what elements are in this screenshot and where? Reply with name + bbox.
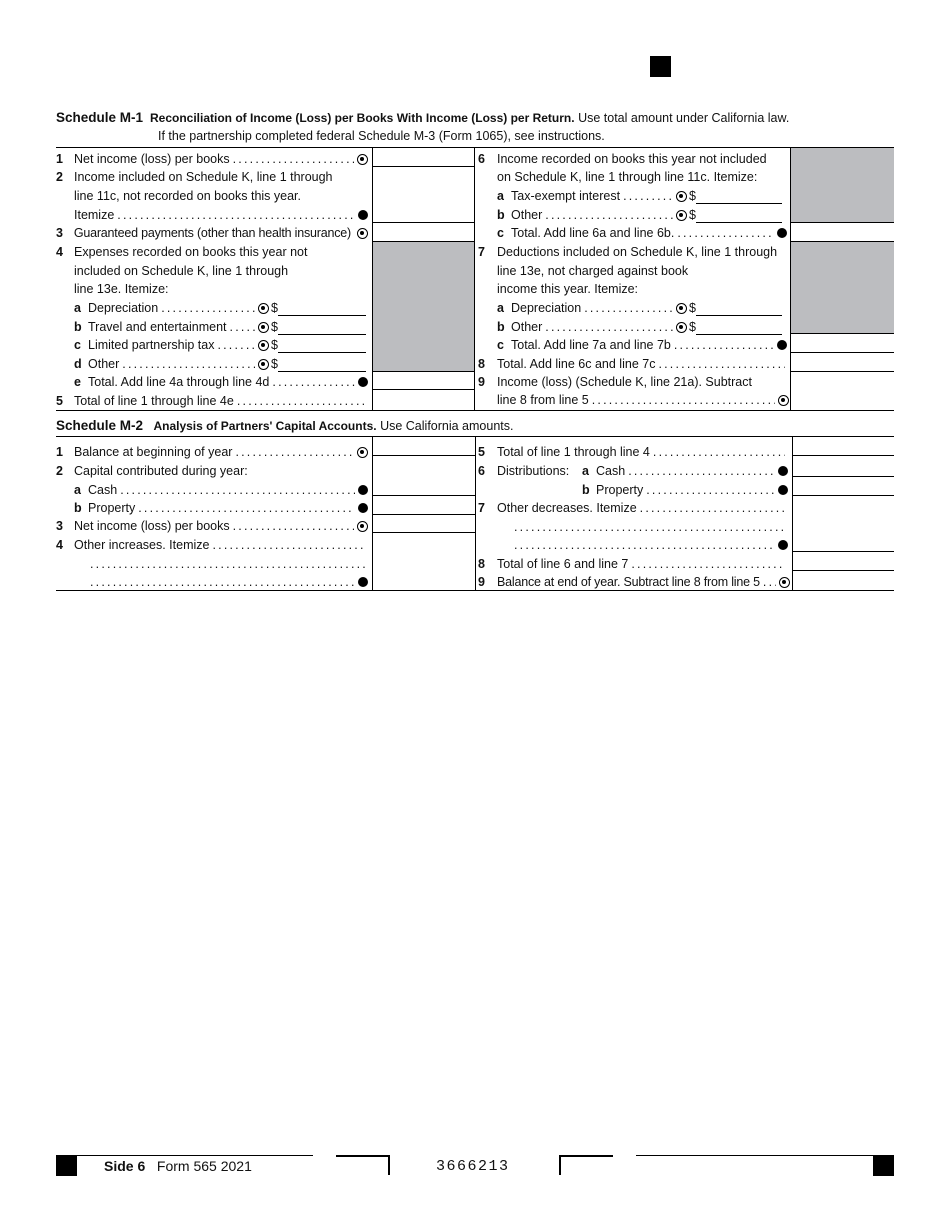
m2-line8-amount-box: [792, 570, 894, 571]
m1-line1-amount-box: [372, 166, 474, 167]
m2-line3-amount-box: [372, 532, 475, 533]
m1-line-7-cont2: income this year. Itemize:: [497, 282, 639, 296]
m1-top-border: [56, 147, 894, 148]
m1-line-9-cont: line 8 from line 5 .....: [497, 391, 789, 409]
m1-subtitle: If the partnership completed federal Schedule M-3 (Form 1065), see instructions.: [158, 129, 605, 143]
m1-line7-shaded: [791, 242, 894, 333]
m2-center-divider: [475, 436, 476, 590]
m2-line-5: 5 Total of line 1 through line 4 .....: [478, 443, 788, 461]
m1-line-4e: e Total. Add line 4a through line 4d .....: [74, 373, 368, 391]
m2-line5-amount-box: [792, 455, 894, 456]
m1-line-6c: c Total. Add line 6a and line 6b. .....: [497, 224, 787, 242]
m2-line7-amount-box: [792, 551, 894, 552]
m2-line6a-amount-box: [792, 476, 894, 477]
m2-line-7-itemize-2: [514, 536, 788, 554]
m1-line-7b-input[interactable]: [696, 320, 782, 335]
m1-line4-shade-bottom: [372, 371, 474, 372]
m2-title-note: Use California amounts.: [380, 419, 514, 433]
m1-line-6b: b Other ..... $: [497, 206, 782, 224]
m2-title: Analysis of Partners' Capital Accounts.: [153, 419, 377, 433]
footer-rule-left: [77, 1155, 313, 1156]
m2-line-4-itemize-2: [90, 573, 368, 591]
m2-header: [56, 418, 513, 433]
footer-rule-right: [636, 1155, 874, 1156]
m1-line-7: 7 Deductions included on Schedule K, line 1 through: [478, 245, 778, 259]
m2-line-7-itemize-1: [514, 518, 788, 536]
m2-line-2b: b Property .....: [74, 499, 368, 517]
m1-line-6b-input[interactable]: [696, 208, 782, 223]
m2-right-amount-divider: [792, 436, 793, 590]
m2-line-8: 8 Total of line 6 and line 7 .....: [478, 555, 788, 573]
m1-line-4c-input[interactable]: [278, 338, 366, 353]
m1-line-4b-input[interactable]: [278, 320, 366, 335]
filled-bullet-icon: [777, 228, 787, 238]
m2-line-4: 4 Other increases. Itemize .....: [56, 536, 368, 554]
m1-line-6a: a Tax-exempt interest ..... $: [497, 187, 782, 205]
m1-line-7-cont: line 13e, not charged against book: [497, 264, 689, 278]
filled-bullet-icon: [358, 377, 368, 387]
m1-line6c-amount-box: [790, 241, 894, 242]
m1-line4-shaded: [373, 242, 474, 371]
radio-bullet-icon: [676, 322, 687, 333]
registration-mark-top: [650, 56, 671, 77]
m1-line6-shade-bottom: [790, 222, 894, 223]
radio-bullet-icon: [676, 210, 687, 221]
m2-line-3: 3 Net income (loss) per books .....: [56, 517, 368, 535]
footer-form: Form 565 2021: [156, 1158, 252, 1174]
m1-line-7a-input[interactable]: [696, 301, 782, 316]
m2-line1-amount-box: [372, 455, 475, 456]
m1-line-4-cont2: line 13e. Itemize:: [74, 282, 169, 296]
filled-bullet-icon: [778, 485, 788, 495]
corner-bracket-right: [559, 1155, 613, 1175]
m1-line-4-cont: included on Schedule K, line 1 through: [74, 264, 289, 278]
m1-bottom-border: [56, 410, 894, 411]
filled-bullet-icon: [358, 210, 368, 220]
footer-page-label: [104, 1158, 252, 1174]
corner-bracket-left: [336, 1155, 390, 1175]
m1-center-divider: [474, 147, 475, 410]
m1-line6-shaded: [791, 148, 894, 222]
radio-bullet-icon: [357, 521, 368, 532]
radio-bullet-icon: [676, 191, 687, 202]
m1-line7-shade-bottom: [790, 333, 894, 334]
m2-line-6a: 6 Distributions: a Cash .....: [478, 462, 788, 480]
filled-bullet-icon: [358, 577, 368, 587]
filled-bullet-icon: [778, 540, 788, 550]
m2-line-6b: b Property .....: [582, 481, 788, 499]
m2-line-1: 1 Balance at beginning of year .....: [56, 443, 368, 461]
m1-line-6-cont: on Schedule K, line 1 through line 11c. Itemize:: [497, 170, 758, 184]
m1-line-6: 6 Income recorded on books this year not included: [478, 152, 767, 166]
m1-line7c-amount-box: [790, 352, 894, 353]
m1-line-7a: a Depreciation ..... $: [497, 299, 782, 317]
m1-schedule-label: Schedule M-1: [56, 110, 144, 125]
radio-bullet-icon: [357, 154, 368, 165]
m2-line-2a: a Cash .....: [74, 481, 368, 499]
m1-line-2-cont: line 11c, not recorded on books this year.: [74, 189, 301, 203]
m1-line-7b: b Other ..... $: [497, 318, 782, 336]
m1-line-4: 4 Expenses recorded on books this year not: [56, 245, 308, 259]
m1-line-3: 3 Guaranteed payments (other than health insurance): [56, 224, 368, 242]
m2-line-4-itemize-1: [90, 555, 368, 573]
m2-line-9: 9 Balance at end of year. Subtract line 8 from line 5 .....: [478, 573, 790, 591]
m1-line-1: 1 Net income (loss) per books .....: [56, 150, 368, 168]
radio-bullet-icon: [357, 228, 368, 239]
m1-line8-amount-box: [790, 371, 894, 372]
filled-bullet-icon: [777, 340, 787, 350]
m1-line-4d: d Other ..... $: [74, 355, 366, 373]
m1-line-7c: c Total. Add line 7a and line 7b .....: [497, 336, 787, 354]
m1-line4e-amount-box: [372, 389, 474, 390]
m1-line-4b: b Travel and entertainment ..... $: [74, 318, 366, 336]
m2-line6b-amount-box: [792, 495, 894, 496]
m1-line2-amount-box: [372, 222, 474, 223]
m1-line-4c: c Limited partnership tax ..... $: [74, 336, 366, 354]
radio-bullet-icon: [258, 303, 269, 314]
m1-line-4a-input[interactable]: [278, 301, 366, 316]
m1-title-note: Use total amount under California law.: [578, 111, 790, 125]
m1-header: [56, 110, 789, 125]
m2-left-amount-divider: [372, 436, 373, 590]
m2-line2b-amount-box: [372, 514, 475, 515]
m1-line-8: 8 Total. Add line 6c and line 7c .....: [478, 355, 788, 373]
filled-bullet-icon: [778, 466, 788, 476]
filled-bullet-icon: [358, 503, 368, 513]
m1-line3-amount-box: [372, 241, 474, 242]
radio-bullet-icon: [778, 395, 789, 406]
registration-mark-bottom-right: [873, 1155, 894, 1176]
m2-line-7: 7 Other decreases. Itemize .....: [478, 499, 788, 517]
m1-line-6a-input[interactable]: [696, 189, 782, 204]
m2-line2a-amount-box: [372, 495, 475, 496]
m2-schedule-label: Schedule M-2: [56, 418, 144, 433]
registration-mark-bottom-left: [56, 1155, 77, 1176]
m2-line-2: 2 Capital contributed during year:: [56, 464, 248, 478]
radio-bullet-icon: [258, 322, 269, 333]
radio-bullet-icon: [357, 447, 368, 458]
radio-bullet-icon: [258, 359, 269, 370]
form-code: 3666213: [436, 1158, 510, 1175]
radio-bullet-icon: [676, 303, 687, 314]
m1-line-5: 5 Total of line 1 through line 4e .....: [56, 392, 368, 410]
m1-line-2-itemize: Itemize .....: [74, 206, 368, 224]
m1-line-4d-input[interactable]: [278, 357, 366, 372]
radio-bullet-icon: [258, 340, 269, 351]
footer-side: Side 6: [104, 1158, 146, 1174]
m1-line-2: 2 Income included on Schedule K, line 1 through: [56, 170, 333, 184]
m1-title: Reconciliation of Income (Loss) per Books With Income (Loss) per Return.: [149, 111, 575, 125]
radio-bullet-icon: [779, 577, 790, 588]
filled-bullet-icon: [358, 485, 368, 495]
m1-line-4a: a Depreciation ..... $: [74, 299, 366, 317]
m1-line-9: 9 Income (loss) (Schedule K, line 21a). Subtract: [478, 375, 752, 389]
